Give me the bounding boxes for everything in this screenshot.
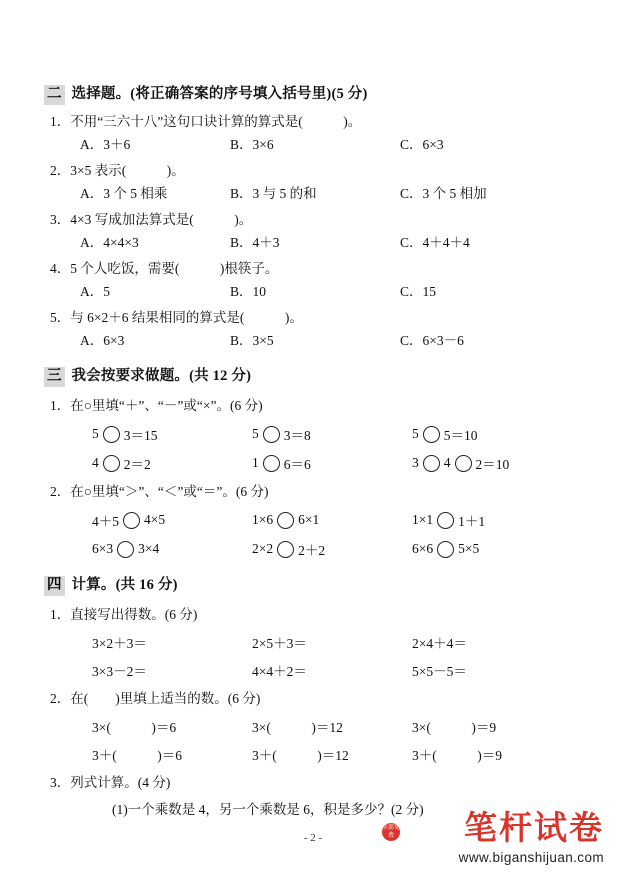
calc-row bbox=[44, 660, 584, 680]
subquestion-label: 2．在( )里填上适当的数。(6 分) bbox=[50, 691, 261, 706]
fill-cell[interactable]: 3×( )＝6 bbox=[92, 720, 177, 735]
watermark-url: www.biganshijuan.com bbox=[458, 850, 604, 865]
subquestion-label: 1．直接写出得数。(6 分) bbox=[50, 607, 198, 622]
fill-row bbox=[44, 716, 584, 736]
question-item bbox=[44, 210, 584, 252]
section-heading-3 bbox=[44, 364, 584, 387]
watermark bbox=[374, 811, 604, 865]
expression-cell[interactable]: 5 3＝15 bbox=[92, 426, 158, 443]
question-item bbox=[44, 259, 584, 301]
option-a[interactable]: A．3＋6 bbox=[80, 137, 131, 152]
answer-circle[interactable] bbox=[103, 455, 120, 472]
answer-circle[interactable] bbox=[103, 426, 120, 443]
question-options bbox=[44, 282, 584, 301]
expression-row bbox=[44, 453, 584, 473]
option-b[interactable]: B．3×5 bbox=[230, 333, 274, 348]
answer-circle[interactable] bbox=[455, 455, 472, 472]
section-heading-2 bbox=[44, 82, 584, 105]
expression-cell[interactable]: 5 3＝8 bbox=[252, 426, 311, 443]
option-b[interactable]: B．4＋3 bbox=[230, 235, 280, 250]
expression-cell[interactable]: 6×3 3×4 bbox=[92, 541, 160, 556]
question-options bbox=[44, 233, 584, 252]
watermark-title: 笔杆试卷 bbox=[464, 811, 604, 847]
section-number: 四 bbox=[44, 576, 65, 596]
answer-circle[interactable] bbox=[277, 512, 294, 529]
page-number: - 2 - bbox=[303, 832, 323, 844]
option-a[interactable]: A．6×3 bbox=[80, 333, 125, 348]
question-options bbox=[44, 184, 584, 203]
expression-cell[interactable]: 4＋5 4×5 bbox=[92, 512, 166, 529]
section-number: 三 bbox=[44, 367, 65, 387]
option-c[interactable]: C．4＋4＋4 bbox=[400, 235, 470, 250]
expression-cell[interactable]: 4 2＝2 bbox=[92, 455, 151, 472]
answer-circle[interactable] bbox=[437, 512, 454, 529]
option-a[interactable]: A．4×4×3 bbox=[80, 235, 139, 250]
question-item bbox=[44, 308, 584, 350]
fill-cell[interactable]: 3×( )＝12 bbox=[252, 720, 343, 735]
calc-cell[interactable]: 5×5－5＝ bbox=[412, 664, 467, 679]
expression-row bbox=[44, 510, 584, 530]
answer-circle[interactable] bbox=[423, 426, 440, 443]
answer-circle[interactable] bbox=[123, 512, 140, 529]
section-title: 计算。(共 16 分) bbox=[71, 577, 178, 593]
question-text: 2．3×5 表示( )。 bbox=[50, 163, 185, 178]
section-title: 我会按要求做题。(共 12 分) bbox=[71, 368, 252, 384]
subquestion-label: 2．在○里填“＞”、“＜”或“＝”。(6 分) bbox=[50, 484, 269, 499]
page-content bbox=[44, 68, 584, 819]
option-c[interactable]: C．15 bbox=[400, 284, 437, 299]
calc-cell[interactable]: 3×3－2＝ bbox=[92, 664, 147, 679]
answer-circle[interactable] bbox=[423, 455, 440, 472]
question-options bbox=[44, 331, 584, 350]
fill-cell[interactable]: 3×( )＝9 bbox=[412, 720, 497, 735]
question-text: 4．5 个人吃饭，需要( )根筷子。 bbox=[50, 261, 279, 276]
option-c[interactable]: C．3 个 5 相加 bbox=[400, 186, 487, 201]
expression-cell[interactable]: 5 5＝10 bbox=[412, 426, 478, 443]
expression-row bbox=[44, 424, 584, 444]
expression-cell[interactable]: 3 4 2＝10 bbox=[412, 455, 510, 472]
option-c[interactable]: C．6×3－6 bbox=[400, 333, 464, 348]
section-title: 选择题。(将正确答案的序号填入括号里)(5 分) bbox=[71, 86, 368, 102]
option-b[interactable]: B．3 与 5 的和 bbox=[230, 186, 317, 201]
answer-circle[interactable] bbox=[263, 455, 280, 472]
question-text: 3．4×3 写成加法算式是( )。 bbox=[50, 212, 253, 227]
calc-cell[interactable]: 4×4＋2＝ bbox=[252, 664, 307, 679]
question-options bbox=[44, 135, 584, 154]
answer-circle[interactable] bbox=[277, 541, 294, 558]
question-item bbox=[44, 161, 584, 203]
fill-cell[interactable]: 3＋( )＝9 bbox=[412, 748, 502, 763]
calc-cell[interactable]: 2×4＋4＝ bbox=[412, 636, 467, 651]
calc-cell[interactable]: 3×2＋3＝ bbox=[92, 636, 147, 651]
option-b[interactable]: B．10 bbox=[230, 284, 267, 299]
option-b[interactable]: B．3×6 bbox=[230, 137, 274, 152]
subquestion-label: 1．在○里填“＋”、“－”或“×”。(6 分) bbox=[50, 398, 263, 413]
question-text: 5．与 6×2＋6 结果相同的算式是( )。 bbox=[50, 310, 303, 325]
answer-circle[interactable] bbox=[437, 541, 454, 558]
question-item bbox=[44, 112, 584, 154]
fill-row bbox=[44, 744, 584, 764]
fill-cell[interactable]: 3＋( )＝12 bbox=[252, 748, 349, 763]
option-c[interactable]: C．6×3 bbox=[400, 137, 444, 152]
calc-cell[interactable]: 2×5＋3＝ bbox=[252, 636, 307, 651]
expression-row bbox=[44, 539, 584, 559]
expression-cell[interactable]: 2×2 2＋2 bbox=[252, 541, 326, 558]
subquestion-label: 3．列式计算。(4 分) bbox=[50, 775, 171, 790]
option-a[interactable]: A．5 bbox=[80, 284, 110, 299]
answer-circle[interactable] bbox=[117, 541, 134, 558]
expression-cell[interactable]: 1×1 1＋1 bbox=[412, 512, 486, 529]
question-text: 1．不用“三六十八”这句口诀计算的算式是( )。 bbox=[50, 114, 362, 129]
expression-cell[interactable]: 1 6＝6 bbox=[252, 455, 311, 472]
fill-cell[interactable]: 3＋( )＝6 bbox=[92, 748, 182, 763]
option-a[interactable]: A．3 个 5 相乘 bbox=[80, 186, 168, 201]
free-badge: 全部免费 bbox=[382, 825, 401, 839]
calc-row bbox=[44, 632, 584, 652]
answer-circle[interactable] bbox=[263, 426, 280, 443]
section-heading-4 bbox=[44, 573, 584, 596]
expression-cell[interactable]: 6×6 5×5 bbox=[412, 541, 480, 556]
expression-cell[interactable]: 1×6 6×1 bbox=[252, 512, 320, 527]
word-problem-1: (1)一个乘数是 4，另一个乘数是 6，积是多少？(2 分) bbox=[112, 802, 424, 817]
section-number: 二 bbox=[44, 85, 65, 105]
